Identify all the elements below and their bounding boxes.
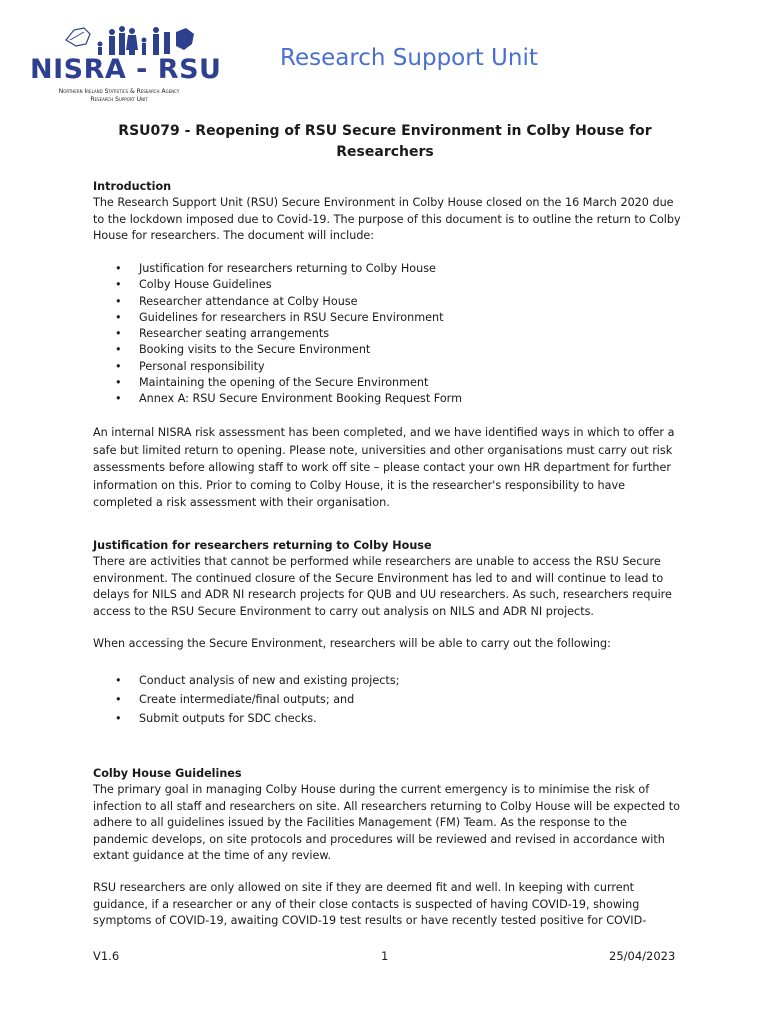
introduction-heading: Introduction — [93, 180, 172, 193]
guidelines-paragraph-2: RSU researchers are only allowed on site if they are deemed fit and well. In keeping with current guidance, if a researcher or any of their close contacts is suspected of having COVID-19, showing symptoms of COVID-19, awaiting COVID-19 test results or have recently tested positive for COVID- — [93, 881, 647, 927]
footer-version: V1.6 — [93, 949, 120, 963]
list-item: • Annex A: RSU Secure Environment Booking Request Form — [93, 391, 653, 407]
list-item: • Colby House Guidelines — [93, 277, 653, 293]
list-item: • Booking visits to the Secure Environment — [93, 342, 653, 358]
footer-page-number: 1 — [381, 949, 389, 963]
logo-subtitle-agency: Northern Ireland Statistics & Research Agency — [58, 88, 180, 95]
guidelines-paragraph: The primary goal in managing Colby House during the current emergency is to minimise the risk of infection to all staff and researchers on site. All researchers returning to Colby House will be expected to adhere to all guidelines issued by the Facilities Management (FM) Team. As the response to the pandemic develops, on site protocols and procedures will be reviewed and revised in accordance with extant guidance at the time of any review. — [93, 783, 680, 862]
guidelines-heading: Colby House Guidelines — [93, 767, 242, 780]
document-title: RSU079 - Reopening of RSU Secure Environment in Colby House for Researchers — [118, 123, 652, 160]
logo-title: NISRA - RSU — [30, 54, 222, 85]
introduction-paragraph: The Research Support Unit (RSU) Secure Environment in Colby House closed on the 16 March 2020 due to the lockdown imposed due to Covid-19. The purpose of this document is to outline the return to Colby House for researchers. The document will include: — [93, 196, 681, 242]
risk-assessment-paragraph: An internal NISRA risk assessment has been completed, and we have identified ways in which to offer a safe but limited return to opening. Please note, universities and other organisations must carry out risk assessments before allowing staff to work off site – please contact your own HR department for further information on this. Prior to coming to Colby House, it is the researcher's responsibility to have completed a risk assessment with their organisation. — [93, 426, 675, 509]
justification-paragraph: There are activities that cannot be performed while researchers are unable to access the RSU Secure environment. The continued closure of the Secure Environment has led to and will continue to lead to delays for NILS and ADR NI research projects for QUB and UU researchers. As such, researchers require access to the RSU Secure Environment to carry out analysis on NILS and ADR NI projects. — [93, 555, 672, 618]
list-item: • Maintaining the opening of the Secure Environment — [93, 375, 653, 391]
list-item: • Researcher seating arrangements — [93, 326, 653, 342]
introduction-contents-list — [93, 261, 653, 408]
unit-title: Research Support Unit — [280, 45, 538, 71]
justification-paragraph-2: When accessing the Secure Environment, researchers will be able to carry out the following: — [93, 637, 611, 650]
list-item: • Guidelines for researchers in RSU Secure Environment — [93, 310, 653, 326]
footer-date: 25/04/2023 — [609, 949, 676, 963]
list-item: • Conduct analysis of new and existing projects; — [93, 673, 653, 692]
justification-heading: Justification for researchers returning to Colby House — [93, 539, 432, 552]
list-item: • Submit outputs for SDC checks. — [93, 711, 653, 730]
logo-subtitle-unit: Research Support Unit — [90, 96, 148, 103]
list-item: • Personal responsibility — [93, 359, 653, 375]
list-item: • Create intermediate/final outputs; and — [93, 692, 653, 711]
list-item: • Justification for researchers returning to Colby House — [93, 261, 653, 277]
researcher-activities-list — [93, 673, 653, 730]
list-item: • Researcher attendance at Colby House — [93, 294, 653, 310]
family-figures-icon — [64, 20, 214, 56]
nisra-rsu-logo — [30, 20, 222, 105]
